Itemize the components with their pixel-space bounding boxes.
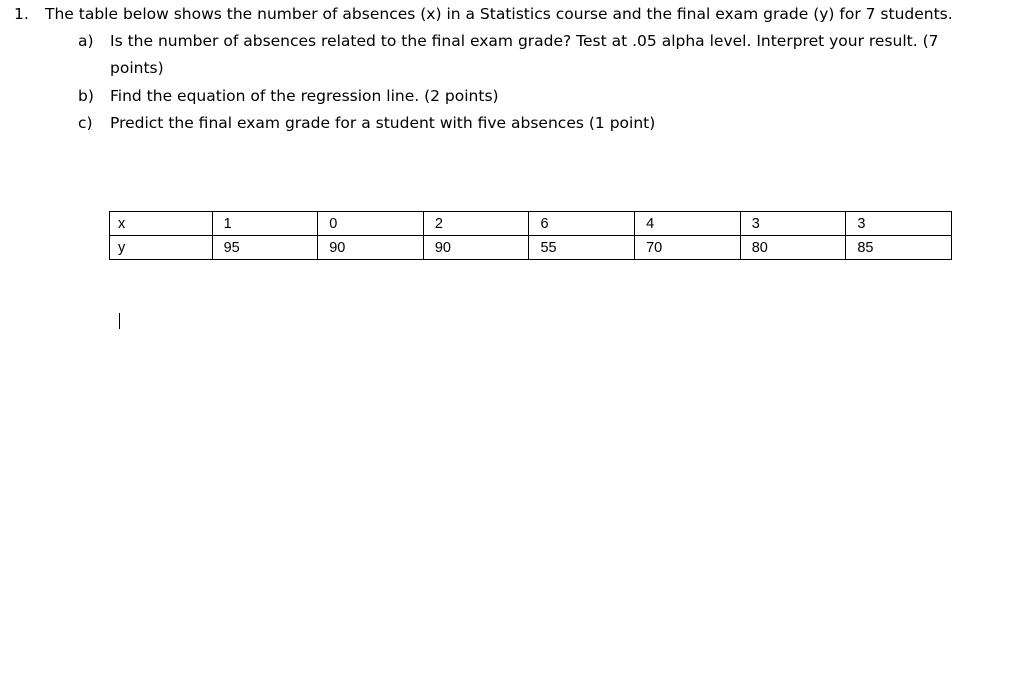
row-header-y: y (110, 236, 213, 260)
table-cell: 2 (423, 212, 529, 236)
question-number: 1. (14, 5, 29, 23)
part-a-label: a) (78, 32, 94, 50)
part-c-text: Predict the final exam grade for a student with five absences (1 point) (110, 114, 656, 132)
table-cell: 1 (212, 212, 318, 236)
table-cell: 4 (635, 212, 741, 236)
table-cell: 90 (318, 236, 424, 260)
part-c-label: c) (78, 114, 93, 132)
table-cell: 6 (529, 212, 635, 236)
table-row-y (110, 236, 952, 260)
row-header-x: x (110, 212, 213, 236)
text-cursor (119, 313, 120, 329)
data-table (109, 211, 952, 260)
table-cell: 70 (635, 236, 741, 260)
table-cell: 90 (423, 236, 529, 260)
table-cell: 85 (846, 236, 952, 260)
question-text: The table below shows the number of absences (x) in a Statistics course and the final exam grade (y) for 7 students. (45, 5, 953, 23)
part-b-label: b) (78, 87, 94, 105)
table-cell: 95 (212, 236, 318, 260)
table-row-x (110, 212, 952, 236)
part-a-text-continued: points) (110, 59, 164, 77)
table-cell: 3 (740, 212, 846, 236)
table-cell: 3 (846, 212, 952, 236)
table-cell: 0 (318, 212, 424, 236)
part-a-text: Is the number of absences related to the final exam grade? Test at .05 alpha level. Interpret your result. (7 (110, 32, 939, 50)
table-cell: 55 (529, 236, 635, 260)
table-cell: 80 (740, 236, 846, 260)
part-b-text: Find the equation of the regression line. (2 points) (110, 87, 499, 105)
